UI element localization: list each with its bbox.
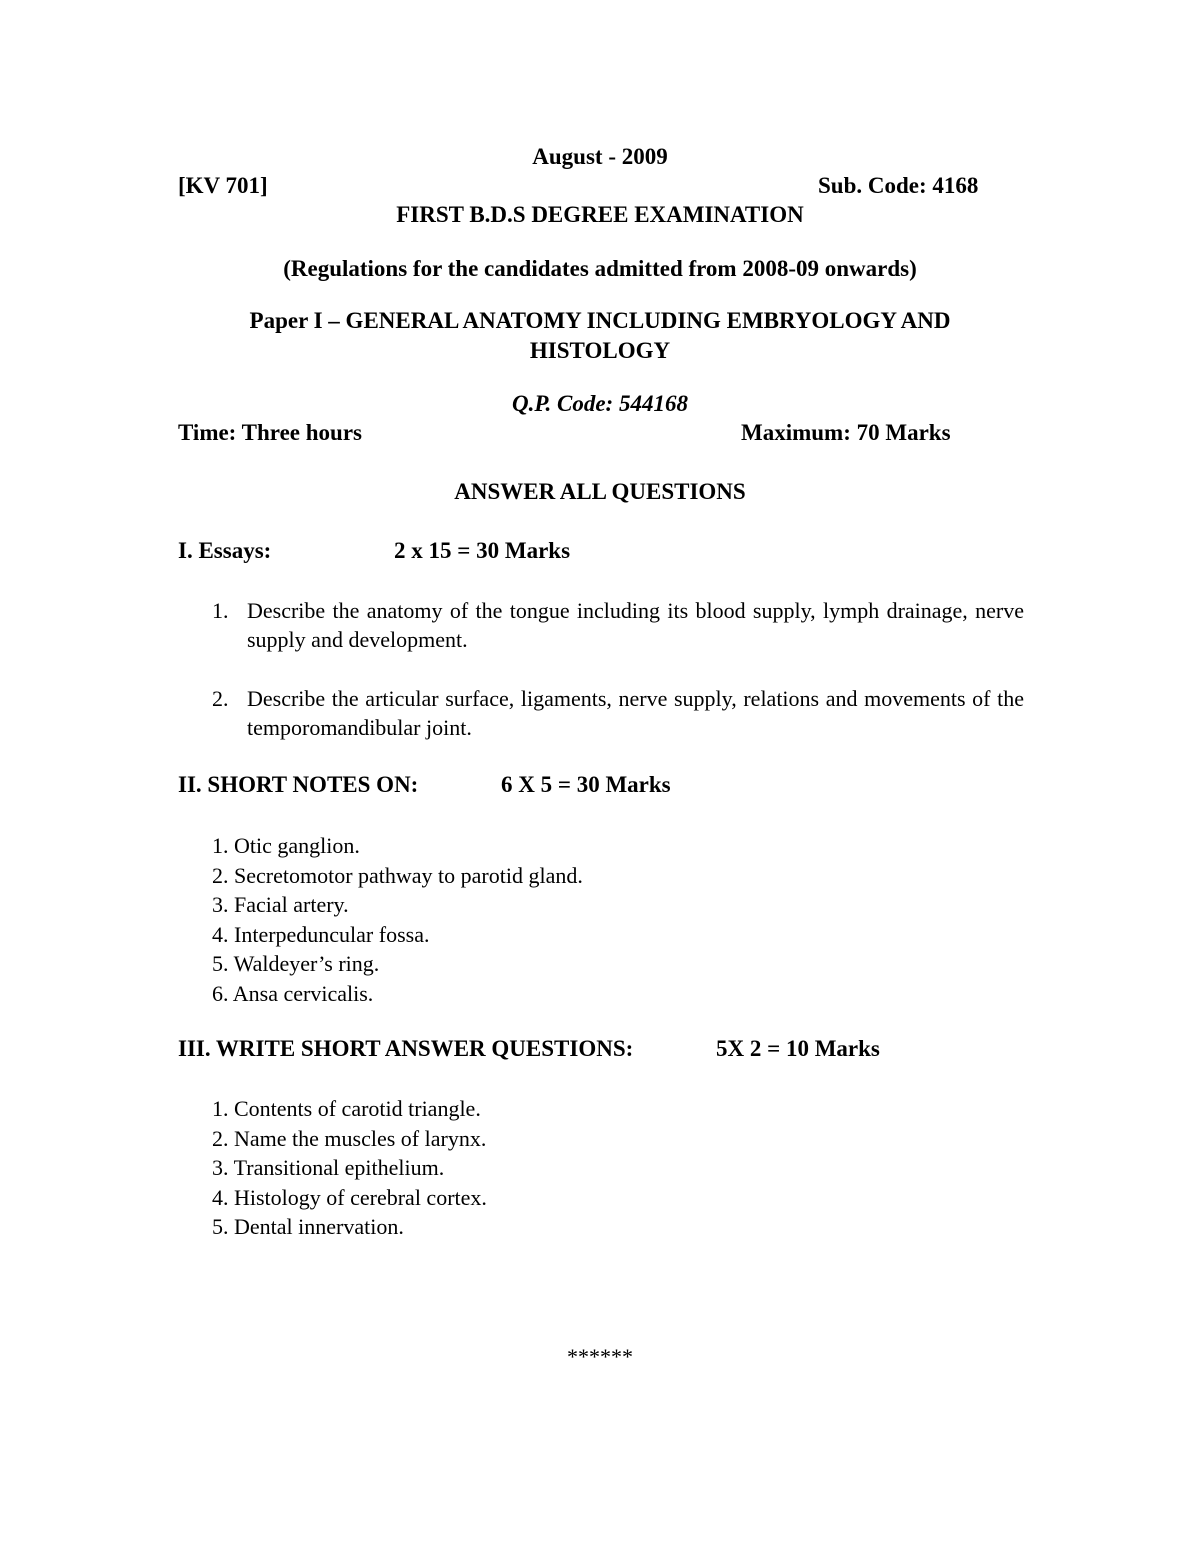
subject-code: Sub. Code: 4168 bbox=[818, 173, 979, 198]
list-item: 1. Otic ganglion. bbox=[212, 833, 360, 858]
exam-duration: Time: Three hours bbox=[178, 420, 363, 445]
list-item: 2. Secretomotor pathway to parotid gland. bbox=[212, 862, 583, 888]
short-answers-list bbox=[212, 1094, 487, 1242]
question-text: Describe the anatomy of the tongue including its blood supply, lymph drainage, nerve supply and development. bbox=[247, 598, 1024, 652]
short-notes-list bbox=[212, 831, 583, 1008]
paper-title-line1: Paper I – GENERAL ANATOMY INCLUDING EMBRYOLOGY AND bbox=[249, 308, 951, 333]
section-title-short-notes: II. SHORT NOTES ON: bbox=[178, 772, 419, 797]
section-marks-short-notes: 6 X 5 = 30 Marks bbox=[501, 772, 671, 797]
maximum-marks: Maximum: 70 Marks bbox=[741, 420, 951, 445]
list-item: 4. Interpeduncular fossa. bbox=[212, 921, 430, 947]
list-item: 4. Histology of cerebral cortex. bbox=[212, 1184, 487, 1210]
list-item: 5. Dental innervation. bbox=[212, 1214, 404, 1239]
kv-code: [KV 701] bbox=[178, 173, 268, 198]
question-number: 2. bbox=[212, 686, 229, 711]
question-number: 1. bbox=[212, 598, 229, 623]
list-item: 3. Transitional epithelium. bbox=[212, 1155, 445, 1180]
exam-date: August - 2009 bbox=[532, 144, 668, 169]
essay-question-2 bbox=[212, 684, 1024, 742]
section-title-short-answers: III. WRITE SHORT ANSWER QUESTIONS: bbox=[178, 1036, 634, 1061]
question-text: Describe the articular surface, ligaments, nerve supply, relations and movements of the temporomandibular joint. bbox=[247, 686, 1024, 740]
list-item: 6. Ansa cervicalis. bbox=[212, 980, 374, 1006]
instructions: ANSWER ALL QUESTIONS bbox=[454, 479, 746, 504]
section-marks-essays: 2 x 15 = 30 Marks bbox=[394, 538, 571, 563]
qp-code: Q.P. Code: 544168 bbox=[512, 391, 688, 416]
list-item: 2. Name the muscles of larynx. bbox=[212, 1125, 487, 1151]
essay-question-1 bbox=[212, 596, 1024, 654]
exam-title: FIRST B.D.S DEGREE EXAMINATION bbox=[396, 202, 804, 227]
paper-title-line2: HISTOLOGY bbox=[529, 338, 671, 363]
section-title-essays: I. Essays: bbox=[178, 538, 272, 563]
list-item: 1. Contents of carotid triangle. bbox=[212, 1096, 481, 1121]
end-marker: ****** bbox=[567, 1344, 633, 1369]
section-marks-short-answers: 5X 2 = 10 Marks bbox=[716, 1036, 880, 1061]
regulations-note: (Regulations for the candidates admitted from 2008-09 onwards) bbox=[283, 256, 917, 281]
list-item: 3. Facial artery. bbox=[212, 892, 349, 917]
list-item: 5. Waldeyer’s ring. bbox=[212, 951, 380, 976]
